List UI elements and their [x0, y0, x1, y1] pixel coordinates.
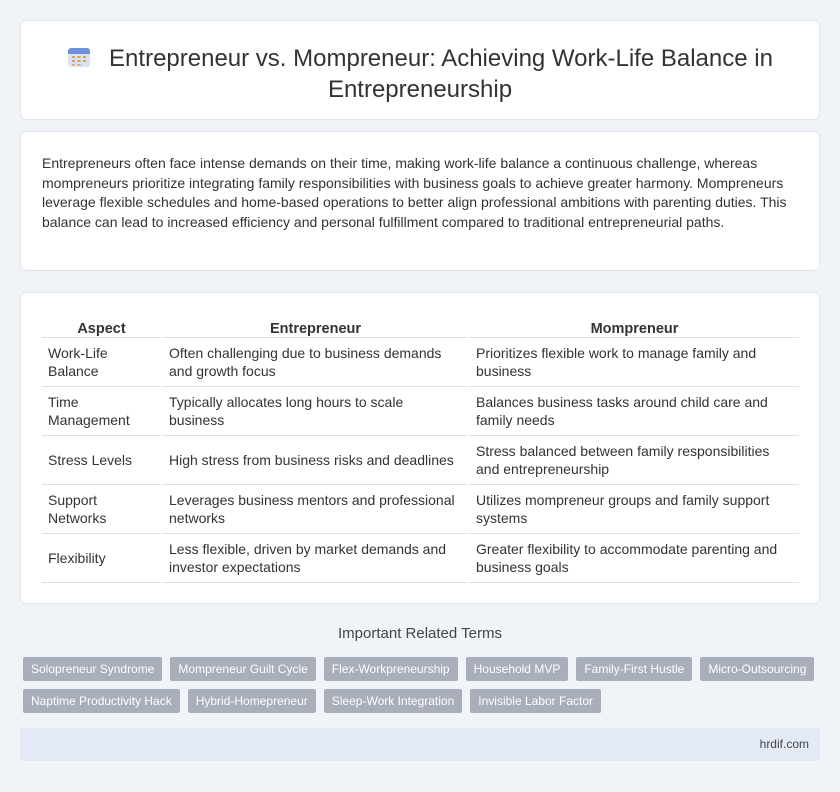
- column-header-entrepreneur: Entrepreneur: [162, 316, 469, 337]
- intro-paragraph: Entrepreneurs often face intense demands on their time, making work-life balance a continuous challenge, whereas mompreneurs prioritize integrating family responsibilities with business goals to achieve greater harmony. Mompreneurs leverage flexible schedules and home-based operations to better align professional ambitions with parenting duties. This balance can lead to increased efficiency and personal fulfillment compared to traditional entrepreneurial paths.: [42, 155, 787, 230]
- column-header-mompreneur: Mompreneur: [469, 316, 799, 337]
- table-row: [42, 533, 799, 582]
- aspect-cell: Support Networks: [42, 484, 162, 533]
- title-card: [20, 20, 820, 120]
- aspect-cell: Work-Life Balance: [42, 337, 162, 386]
- related-term-tag[interactable]: Micro-Outsourcing: [700, 657, 814, 681]
- table-row: [42, 386, 799, 435]
- column-header-aspect: Aspect: [42, 316, 162, 337]
- aspect-cell: Time Management: [42, 386, 162, 435]
- mompreneur-cell: Balances business tasks around child care and family needs: [469, 386, 799, 435]
- table-row: [42, 337, 799, 386]
- calendar-icon: [67, 46, 91, 68]
- tag-row: [23, 689, 813, 713]
- related-term-tag[interactable]: Household MVP: [466, 657, 569, 681]
- related-terms-list: [23, 657, 813, 721]
- entrepreneur-cell: Leverages business mentors and professional networks: [162, 484, 469, 533]
- related-term-tag[interactable]: Naptime Productivity Hack: [23, 689, 180, 713]
- aspect-cell: Stress Levels: [42, 435, 162, 484]
- related-term-tag[interactable]: Mompreneur Guilt Cycle: [170, 657, 315, 681]
- footer: [20, 728, 820, 761]
- table-header-row: [42, 316, 799, 337]
- entrepreneur-cell: Typically allocates long hours to scale business: [162, 386, 469, 435]
- page-title-container: [61, 43, 779, 105]
- entrepreneur-cell: High stress from business risks and deadlines: [162, 435, 469, 484]
- table-row: [42, 435, 799, 484]
- related-term-tag[interactable]: Hybrid-Homepreneur: [188, 689, 316, 713]
- related-term-tag[interactable]: Sleep-Work Integration: [324, 689, 463, 713]
- intro-card: [20, 131, 820, 271]
- mompreneur-cell: Prioritizes flexible work to manage family and business: [469, 337, 799, 386]
- related-terms-heading: Important Related Terms: [338, 625, 502, 642]
- entrepreneur-cell: Less flexible, driven by market demands and investor expectations: [162, 533, 469, 582]
- mompreneur-cell: Utilizes mompreneur groups and family support systems: [469, 484, 799, 533]
- table-row: [42, 484, 799, 533]
- page-title: Entrepreneur vs. Mompreneur: Achieving Work-Life Balance in Entrepreneurship: [109, 45, 773, 103]
- comparison-table: [42, 316, 799, 583]
- related-term-tag[interactable]: Flex-Workpreneurship: [324, 657, 458, 681]
- related-term-tag[interactable]: Family-First Hustle: [576, 657, 692, 681]
- mompreneur-cell: Greater flexibility to accommodate parenting and business goals: [469, 533, 799, 582]
- entrepreneur-cell: Often challenging due to business demands and growth focus: [162, 337, 469, 386]
- related-term-tag[interactable]: Invisible Labor Factor: [470, 689, 601, 713]
- related-term-tag[interactable]: Solopreneur Syndrome: [23, 657, 162, 681]
- aspect-cell: Flexibility: [42, 533, 162, 582]
- footer-site-link[interactable]: hrdif.com: [759, 737, 809, 751]
- tag-row: [23, 657, 813, 681]
- mompreneur-cell: Stress balanced between family responsibilities and entrepreneurship: [469, 435, 799, 484]
- comparison-card: [20, 292, 820, 604]
